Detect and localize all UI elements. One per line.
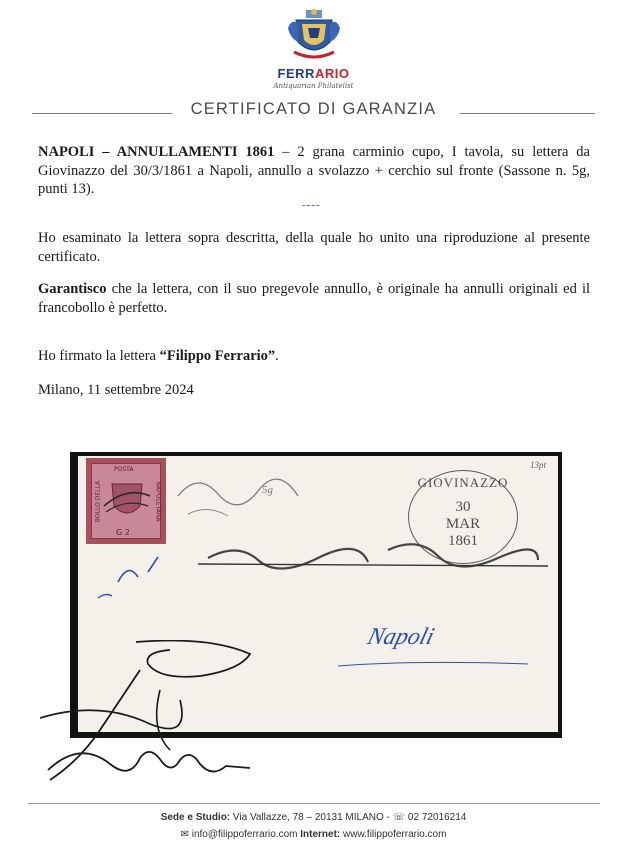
certificate-title: CERTIFICATO DI GARANZIA xyxy=(190,100,437,118)
title-divider-right xyxy=(460,113,595,114)
footer-website[interactable]: www.filippoferrario.com xyxy=(340,829,447,840)
brand-tagline: Antiquarian Philatelist xyxy=(273,82,354,90)
address-city: Napoli xyxy=(364,624,437,650)
pencil-note-5g: 5g xyxy=(262,484,273,496)
svolazzo-cancel-mark xyxy=(168,466,308,536)
pencil-note-corner: 13pt xyxy=(530,460,547,470)
ferrario-crest-logo xyxy=(282,8,346,68)
stamp-value: G 2 xyxy=(116,528,130,537)
postmark-year: 1861 xyxy=(448,533,478,549)
certificate-title-row xyxy=(32,100,595,122)
stamp-top-text: POSTA xyxy=(114,466,134,473)
signature-statement: Ho firmato la lettera “Filippo Ferrario”. xyxy=(38,348,279,364)
footer-email[interactable]: info@filippoferrario.com xyxy=(188,829,301,840)
email-icon: ✉ xyxy=(180,829,189,840)
postmark-month: MAR xyxy=(445,516,481,532)
item-description: NAPOLI – ANNULLAMENTI 1861 – 2 grana carminio cupo, I tavola, su lettera da Giovinazzo del 30/3/1861 a Napoli, annullo a svolazzo + cerchio sul fronte (Sassone n. 5g, punti 13). xyxy=(38,144,590,197)
ferrario-signature xyxy=(40,640,310,790)
stamp-left-text: BOLLO DELLA xyxy=(94,480,102,523)
footer-divider xyxy=(28,803,600,804)
place-and-date: Milano, 11 settembre 2024 xyxy=(38,382,194,398)
address-handwriting xyxy=(98,532,558,612)
separator-dashes: ---- xyxy=(302,199,321,211)
guarantee-statement: Garantisco che la lettera, con il suo pregevole annullo, è originale ha annulli originali ed il francobollo è perfetto. xyxy=(38,281,590,316)
footer-contacts: ✉ info@filippoferrario.com Internet: www.filippoferrario.com xyxy=(180,829,447,840)
examination-statement: Ho esaminato la lettera sopra descritta, della quale ho unito una riproduzione al presente certificato. xyxy=(38,230,590,265)
stamp-crest-icon xyxy=(102,476,152,526)
footer-address: Sede e Studio: Via Vallazze, 78 – 20131 MILANO - ☏ 02 72016214 xyxy=(160,812,467,823)
address-underline xyxy=(338,658,538,678)
stamp-design xyxy=(91,463,161,539)
stamp-right-text: NAPOLETANA xyxy=(154,481,162,522)
postmark-day: 30 xyxy=(455,499,471,515)
brand-name: FERRARIO xyxy=(277,66,350,81)
postmark-town: GIOVINAZZO xyxy=(417,475,509,490)
